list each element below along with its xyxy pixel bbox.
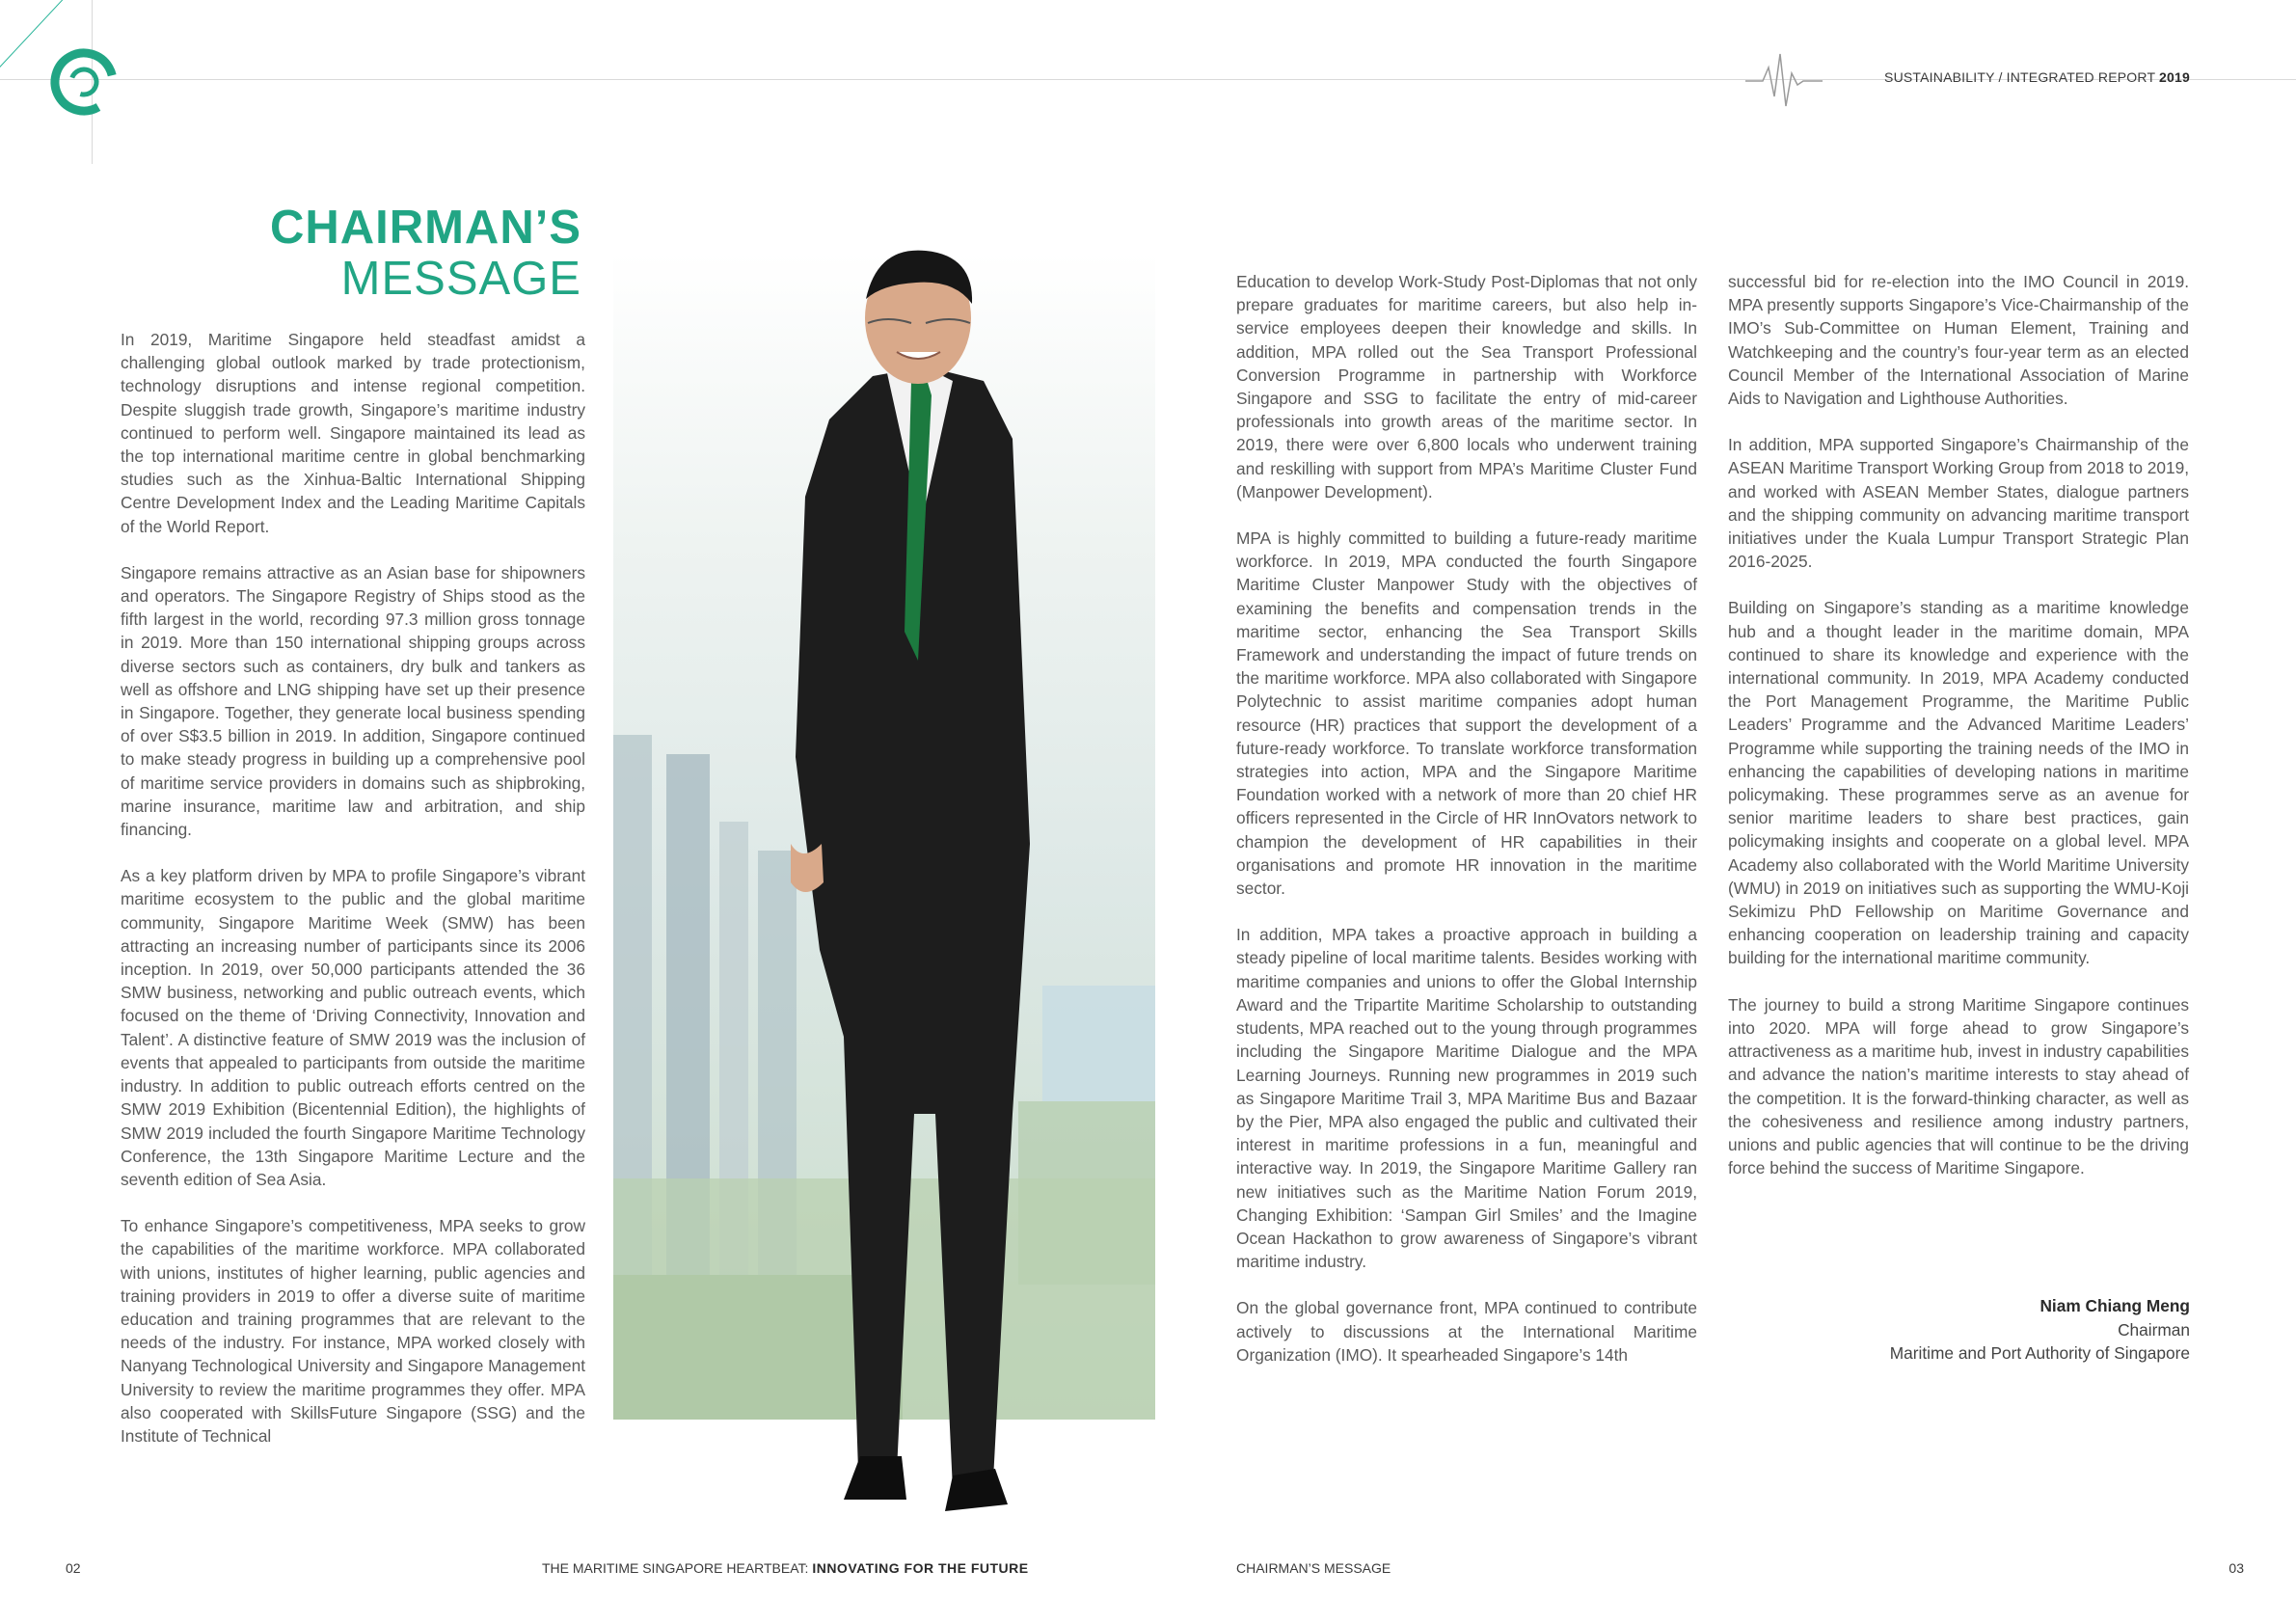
paragraph: In addition, MPA supported Singapore’s Chairmanship of the ASEAN Maritime Transport Working Group from 2018 to 2019, and worked with ASEAN Member States, dialogue partners and the shipping community on advancing maritime transport initiatives under the Kuala Lumpur Transport Strategic Plan 2016-2025.: [1728, 435, 2190, 572]
heartbeat-icon: [1745, 46, 1823, 114]
paragraph: In 2019, Maritime Singapore held steadfast amidst a challenging global outlook marked by trade protectionism, technology disruptions and intense regional competition. Despite sluggish trade growth, Singapore’s maritime industry continued to perform well. Singapore maintained its lead as the top international maritime centre in global benchmarking studies such as the Xinhua-Baltic International Shipping Centre Development Index and the Leading Maritime Capitals of the World Report.: [121, 330, 585, 536]
report-header-year: 2019: [2159, 69, 2190, 85]
signatory-organisation: Maritime and Port Authority of Singapore: [1889, 1343, 2190, 1363]
paragraph: On the global governance front, MPA continued to contribute actively to discussions at the International Maritime Organization (IMO). It spearheaded Singapore’s 14th: [1236, 1298, 1697, 1365]
page-number-left: 02: [66, 1560, 81, 1576]
page-number-right: 03: [2228, 1560, 2244, 1576]
paragraph: As a key platform driven by MPA to profile Singapore’s vibrant maritime ecosystem to the public and the global maritime community, Singapore Maritime Week (SMW) has been attracting an increasing number of participants since its 2006 inception. In 2019, over 50,000 participants attended the 36 SMW business, networking and public outreach events, which focused on the theme of ‘Driving Connectivity, Innovation and Talent’. A distinctive feature of SMW 2019 was the inclusion of events that appealed to participants from outside the maritime industry. In addition to public outreach efforts centred on the SMW 2019 Exhibition (Bicentennial Edition), the highlights of SMW 2019 included the fourth Singapore Maritime Technology Conference, the 13th Singapore Maritime Lecture and the seventh edition of Sea Asia.: [121, 866, 585, 1189]
footer-tagline: [542, 1560, 1029, 1576]
paragraph: Education to develop Work-Study Post-Diplomas that not only prepare graduates for maritime careers, but also help in-service employees deepen their knowledge and skills. In addition, MPA rolled out the Sea Transport Professional Conversion Programme in partnership with Workforce Singapore and SSG to facilitate the entry of mid-career professionals into growth areas of the maritime sector. In 2019, there were over 6,800 locals who underwent training and reskilling with support from MPA’s Maritime Cluster Fund (Manpower Development).: [1236, 272, 1697, 501]
paragraph: successful bid for re-election into the IMO Council in 2019. MPA presently supports Singapore’s Vice-Chairmanship of the IMO’s Sub-Committee on Human Element, Training and Watchkeeping and the country’s four-year term as an elected Council Member of the International Association of Marine Aids to Navigation and Lighthouse Authorities.: [1728, 272, 2189, 409]
signature-block: [1890, 1294, 2190, 1366]
paragraph: Building on Singapore’s standing as a maritime knowledge hub and a thought leader in the maritime domain, MPA continued to share its knowledge and experience with the international community. In 2019, MPA Academy conducted the Port Management Programme, the Maritime Public Leaders’ Programme and the Advanced Maritime Leaders’ Programme while supporting the training needs of the IMO in enhancing the capabilities of developing nations in maritime policymaking. These programmes serve as an avenue for senior maritime leaders to share best practices, gain policymaking insights and cooperate on a global level. MPA Academy also collaborated with the World Maritime University (WMU) in 2019 on initiatives such as supporting the WMU-Koji Sekimizu PhD Fellowship on Maritime Governance and enhancing cooperation on leadership training and capacity building for the international maritime community.: [1728, 598, 2189, 968]
page-title-line1: CHAIRMAN’S: [269, 202, 581, 254]
paragraph: In addition, MPA takes a proactive approach in building a steady pipeline of local maritime talents. Besides working with maritime companies and unions to offer the Global Internship Award and the Tripartite Maritime Scholarship to outstanding students, MPA reached out to the young through programmes including the Singapore Maritime Dialogue and the MPA Learning Journeys. Running new programmes in 2019 such as Singapore Maritime Trail 3, MPA Maritime Bus and Bazaar by the Pier, MPA also engaged the public and cultivated their interest in maritime professions in a fun, meaningful and interactive way. In 2019, the Singapore Maritime Gallery ran new initiatives such as the Maritime Nation Forum 2019, Changing Exhibition: ‘Sampan Girl Smiles’ and the Imagine Ocean Hackathon to grow awareness of Singapore’s vibrant maritime industry.: [1236, 925, 1697, 1272]
signatory-name: Niam Chiang Meng: [2039, 1296, 2190, 1315]
paragraph: The journey to build a strong Maritime Singapore continues into 2020. MPA will forge ahead to grow Singapore’s attractiveness as a maritime hub, invest in industry capabilities and advance the nation’s maritime interests to stay ahead of the competition. It is the forward-thinking character, as well as the cohesiveness and resilience among industry partners, unions and public agencies that will continue to be the driving force behind the success of Maritime Singapore.: [1728, 994, 2189, 1178]
page-title: [270, 204, 581, 303]
footer-section-name: CHAIRMAN’S MESSAGE: [1236, 1560, 1391, 1576]
report-header: [1884, 69, 2190, 85]
right-text-column: [1728, 270, 2189, 1203]
paragraph: Singapore remains attractive as an Asian base for shipowners and operators. The Singapore Registry of Ships stood as the fifth largest in the world, recording 97.3 million gross tonnage in 2019. More than 150 international shipping groups across diverse sectors such as containers, dry bulk and tankers as well as offshore and LNG shipping have set up their presence in Singapore. Together, they generate local business spending of over S$3.5 billion in 2019. In addition, Singapore continued to make steady progress in building up a comprehensive pool of maritime service providers in domains such as shipbroking, marine insurance, maritime law and arbitration, and ship financing.: [121, 562, 585, 840]
report-header-label: SUSTAINABILITY / INTEGRATED REPORT: [1884, 69, 2155, 85]
signatory-role: Chairman: [2118, 1319, 2190, 1340]
left-text-column: [121, 328, 585, 1471]
chairman-portrait: [791, 246, 1041, 1519]
footer-tagline-regular: THE MARITIME SINGAPORE HEARTBEAT:: [542, 1560, 813, 1576]
page-title-line2: MESSAGE: [340, 253, 581, 305]
middle-text-column: [1236, 270, 1697, 1390]
logo-icon: [41, 39, 127, 125]
paragraph: MPA is highly committed to building a future-ready maritime workforce. In 2019, MPA conducted the fourth Singapore Maritime Cluster Manpower Study with the objectives of examining the benefits and compensation trends in the maritime sector, enhancing the Sea Transport Skills Framework and understanding the impact of future trends on the maritime workforce. MPA also collaborated with Singapore Polytechnic to assist maritime companies adopt human resource (HR) practices that support the development of a future-ready workforce. To translate workforce transformation strategies into action, MPA and the Singapore Maritime Foundation worked with a network of more than 20 chief HR officers represented in the Circle of HR InnOvators network to champion the development of HR capabilities in their organisations and promote HR innovation in the maritime sector.: [1236, 528, 1697, 899]
footer-tagline-bold: INNOVATING FOR THE FUTURE: [812, 1560, 1029, 1576]
paragraph: To enhance Singapore’s competitiveness, MPA seeks to grow the capabilities of the maritime workforce. MPA collaborated with unions, institutes of higher learning, public agencies and training providers in 2019 to offer a diverse suite of maritime education and training programmes that are relevant to the needs of the industry. For instance, MPA worked closely with Nanyang Technological University and Singapore Management University to review the maritime programmes they offer. MPA also cooperated with SkillsFuture Singapore (SSG) and the Institute of Technical: [121, 1216, 585, 1446]
